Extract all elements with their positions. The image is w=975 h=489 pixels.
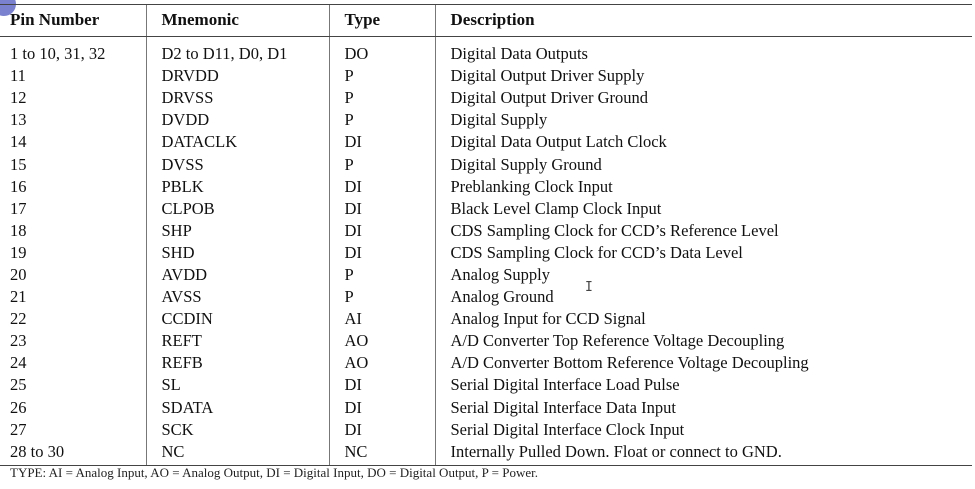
cell-type: DI <box>329 242 435 264</box>
cell-pin-number: 23 <box>10 331 27 351</box>
cell-mnemonic: D2 to D11, D0, D1 <box>146 37 329 66</box>
table-row <box>0 131 972 153</box>
table-row <box>0 286 972 308</box>
cell-type: DI <box>329 419 435 441</box>
header-pin-number: Pin Number <box>0 5 146 37</box>
cell-type: DI <box>329 397 435 419</box>
cell-pin-number: 27 <box>10 419 27 439</box>
table-row <box>0 397 972 419</box>
header-type: Type <box>329 5 435 37</box>
cell-description: Internally Pulled Down. Float or connect to GND. <box>435 441 972 466</box>
cell-mnemonic: DRVSS <box>146 87 329 109</box>
text-cursor-icon: I <box>585 280 593 295</box>
cell-type: P <box>329 153 435 175</box>
cell-pin-number: 1 to 10, 31, 32 <box>10 44 106 64</box>
cell-description: CDS Sampling Clock for CCD’s Data Level <box>435 242 972 264</box>
cell-mnemonic: SHD <box>146 242 329 264</box>
cell-description: Analog Supply <box>435 264 972 286</box>
table-row <box>0 352 972 374</box>
table-row <box>0 109 972 131</box>
cell-mnemonic: DRVDD <box>146 65 329 87</box>
table-row <box>0 87 972 109</box>
table-row <box>0 176 972 198</box>
cell-description: Serial Digital Interface Clock Input <box>435 419 972 441</box>
cell-mnemonic: DATACLK <box>146 131 329 153</box>
table-row <box>0 242 972 264</box>
cell-description: Digital Output Driver Ground <box>435 87 972 109</box>
cell-pin-number: 12 <box>10 88 27 108</box>
cell-mnemonic: SHP <box>146 220 329 242</box>
cell-mnemonic: CLPOB <box>146 198 329 220</box>
cell-type: DI <box>329 176 435 198</box>
cell-pin-number: 13 <box>10 110 27 130</box>
table-body <box>0 37 972 466</box>
table-header <box>0 5 972 37</box>
table-row <box>0 65 972 87</box>
cell-pin-number: 18 <box>10 220 27 240</box>
cell-description: Preblanking Clock Input <box>435 176 972 198</box>
table-row <box>0 374 972 396</box>
cell-type: P <box>329 264 435 286</box>
cell-pin-number: 16 <box>10 176 27 196</box>
table-row <box>0 308 972 330</box>
cell-type: P <box>329 286 435 308</box>
cell-pin-number: 24 <box>10 353 27 373</box>
table-row <box>0 441 972 466</box>
cell-mnemonic: SCK <box>146 419 329 441</box>
cell-type: DI <box>329 198 435 220</box>
cell-description: Analog Ground <box>435 286 972 308</box>
cell-pin-number: 28 to 30 <box>0 441 146 466</box>
cell-mnemonic: CCDIN <box>146 308 329 330</box>
cell-pin-number: 26 <box>10 397 27 417</box>
cell-mnemonic: DVSS <box>146 153 329 175</box>
cell-description: Digital Data Output Latch Clock <box>435 131 972 153</box>
cell-type: DI <box>329 374 435 396</box>
cell-mnemonic: REFT <box>146 330 329 352</box>
cell-mnemonic: NC <box>146 441 329 466</box>
cell-mnemonic: SDATA <box>146 397 329 419</box>
cell-type: AI <box>329 308 435 330</box>
cell-description: A/D Converter Top Reference Voltage Decoupling <box>435 330 972 352</box>
cell-pin-number: 14 <box>10 132 27 152</box>
cell-pin-number: 21 <box>10 287 27 307</box>
cell-description: Black Level Clamp Clock Input <box>435 198 972 220</box>
cell-type: AO <box>329 352 435 374</box>
cell-description: A/D Converter Bottom Reference Voltage Decoupling <box>435 352 972 374</box>
cell-type: AO <box>329 330 435 352</box>
cell-mnemonic: REFB <box>146 352 329 374</box>
cell-description: Serial Digital Interface Load Pulse <box>435 374 972 396</box>
cell-description: Digital Data Outputs <box>435 37 972 66</box>
pin-function-table <box>0 4 972 466</box>
cell-description: Digital Supply Ground <box>435 153 972 175</box>
table-row <box>0 153 972 175</box>
table-row <box>0 220 972 242</box>
table-row <box>0 330 972 352</box>
header-description: Description <box>435 5 972 37</box>
cell-mnemonic: SL <box>146 374 329 396</box>
cell-type: DO <box>329 37 435 66</box>
cell-description: CDS Sampling Clock for CCD’s Reference Level <box>435 220 972 242</box>
type-legend-footnote: TYPE: AI = Analog Input, AO = Analog Output, DI = Digital Input, DO = Digital Output, P = Power. <box>10 465 538 480</box>
table-row <box>0 198 972 220</box>
header-mnemonic: Mnemonic <box>146 5 329 37</box>
pin-table-container <box>0 4 972 466</box>
cell-pin-number: 19 <box>10 242 27 262</box>
cell-mnemonic: DVDD <box>146 109 329 131</box>
cell-pin-number: 25 <box>10 375 27 395</box>
cell-pin-number: 22 <box>10 309 27 329</box>
table-row <box>0 264 972 286</box>
cell-type: DI <box>329 131 435 153</box>
cell-mnemonic: AVSS <box>146 286 329 308</box>
cell-pin-number: 15 <box>10 154 27 174</box>
cell-type: P <box>329 87 435 109</box>
cell-description: Serial Digital Interface Data Input <box>435 397 972 419</box>
table-row <box>0 419 972 441</box>
table-row <box>0 37 972 66</box>
cell-pin-number: 11 <box>10 66 26 86</box>
cell-mnemonic: PBLK <box>146 176 329 198</box>
cell-pin-number: 17 <box>10 198 27 218</box>
cell-type: DI <box>329 220 435 242</box>
cell-type: NC <box>329 441 435 466</box>
cell-mnemonic: AVDD <box>146 264 329 286</box>
cell-description: Digital Supply <box>435 109 972 131</box>
cell-description: Analog Input for CCD Signal <box>435 308 972 330</box>
cell-type: P <box>329 65 435 87</box>
cell-description: Digital Output Driver Supply <box>435 65 972 87</box>
header-row <box>0 5 972 37</box>
cell-type: P <box>329 109 435 131</box>
cell-pin-number: 20 <box>10 264 27 284</box>
